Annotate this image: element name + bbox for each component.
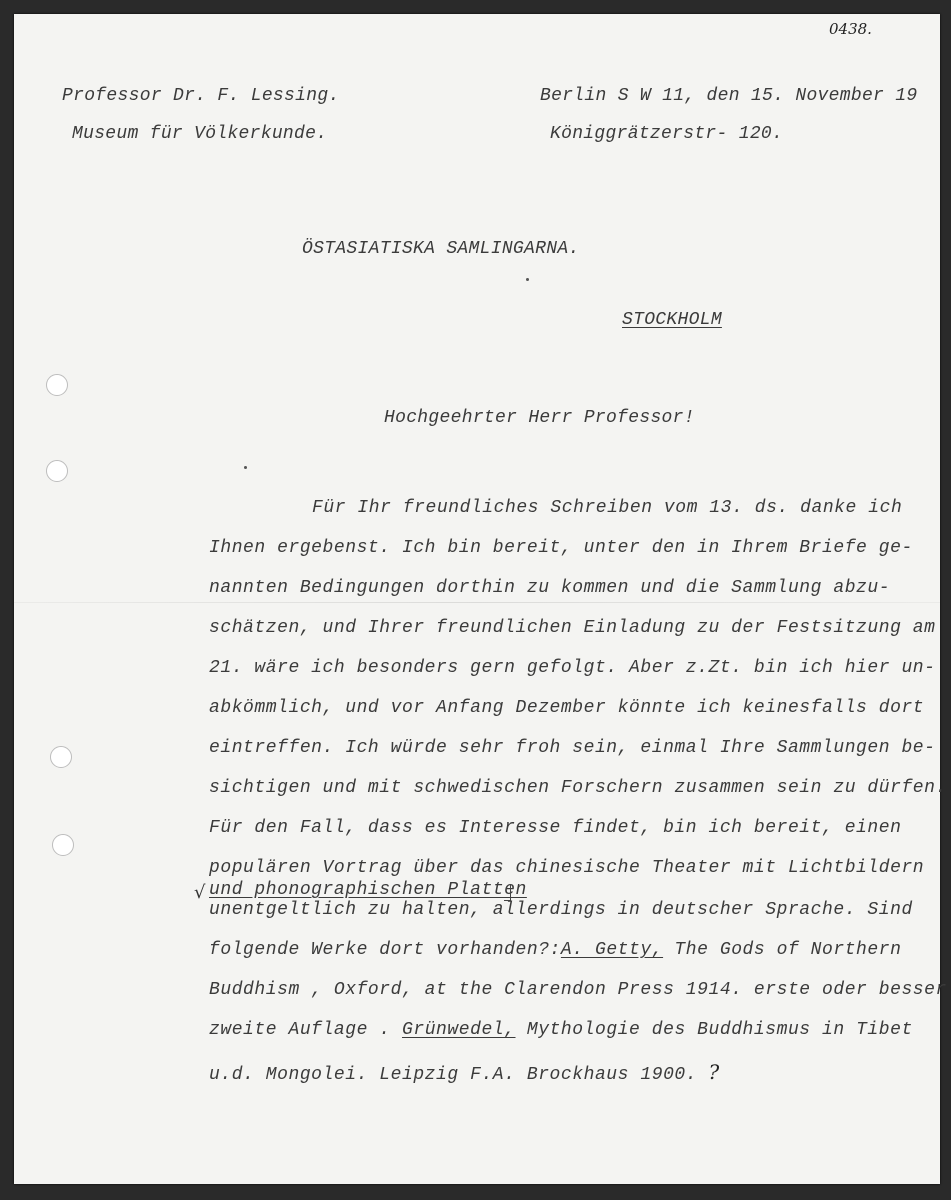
insertion-mark: √ (194, 882, 206, 903)
body-line-10: populären Vortrag über das chinesische Theater mit Lichtbildern (209, 858, 925, 878)
body-line-5: 21. wäre ich besonders gern gefolgt. Aber z.Zt. bin ich hier un- (209, 658, 936, 678)
body-line-6: abkömmlich, und vor Anfang Dezember könnte ich keinesfalls dort (209, 698, 925, 718)
punch-hole (52, 834, 74, 856)
body-line-1: Für Ihr freundliches Schreiben vom 13. ds. danke ich (312, 498, 903, 518)
body-line-2: Ihnen ergebenst. Ich bin bereit, unter den in Ihrem Briefe ge- (209, 538, 913, 558)
body-line-15 (209, 1020, 913, 1040)
punch-hole (46, 460, 68, 482)
body-line-3: nannten Bedingungen dorthin zu kommen und die Sammlung abzu- (209, 578, 891, 598)
sender-institution: Museum für Völkerkunde. (72, 124, 328, 144)
body-line-16-text: u.d. Mongolei. Leipzig F.A. Brockhaus 1900. (209, 1065, 698, 1085)
body-line-15-text: zweite Auflage . (209, 1020, 402, 1040)
ink-speck (526, 278, 529, 281)
punch-hole (50, 746, 72, 768)
body-inserted-line: und phonographischen Platten (209, 880, 527, 900)
body-line-4: schätzen, und Ihrer freundlichen Einladung zu der Festsitzung am (209, 618, 936, 638)
body-line-13 (209, 940, 901, 960)
body-line-16 (209, 1060, 720, 1085)
handwritten-question-mark: ? (708, 1060, 720, 1084)
author-getty: A. Getty, (560, 940, 664, 960)
place-date: Berlin S W 11, den 15. November 19 (540, 86, 918, 106)
recipient-city: STOCKHOLM (622, 310, 722, 330)
sender-name: Professor Dr. F. Lessing. (62, 86, 340, 106)
insertion-bracket (504, 884, 511, 901)
salutation: Hochgeehrter Herr Professor! (384, 408, 695, 428)
recipient-name: ÖSTASIATISKA SAMLINGARNA. (302, 239, 580, 259)
street-address: Königgrätzerstr- 120. (550, 124, 784, 144)
body-line-12: unentgeltlich zu halten, allerdings in deutscher Sprache. Sind (209, 900, 913, 920)
punch-hole (46, 374, 68, 396)
body-line-8: sichtigen und mit schwedischen Forschern zusammen sein zu dürfen. (209, 778, 947, 798)
book-title-grunwedel: Mythologie des Buddhismus in Tibet (515, 1020, 913, 1040)
body-line-9: Für den Fall, dass es Interesse findet, bin ich bereit, einen (209, 818, 902, 838)
body-line-7: eintreffen. Ich würde sehr froh sein, einmal Ihre Sammlungen be- (209, 738, 936, 758)
author-grunwedel: Grünwedel, (401, 1020, 516, 1040)
body-line-13-text: folgende Werke dort vorhanden?: (209, 940, 561, 960)
letter-page (14, 14, 947, 1184)
body-line-14: Buddhism , Oxford, at the Clarendon Press 1914. erste oder besser (209, 980, 947, 1000)
ink-speck (244, 466, 247, 469)
fold-crease (14, 602, 940, 603)
archive-number: 0438. (829, 20, 872, 38)
book-title-getty: The Gods of Northern (663, 940, 902, 960)
